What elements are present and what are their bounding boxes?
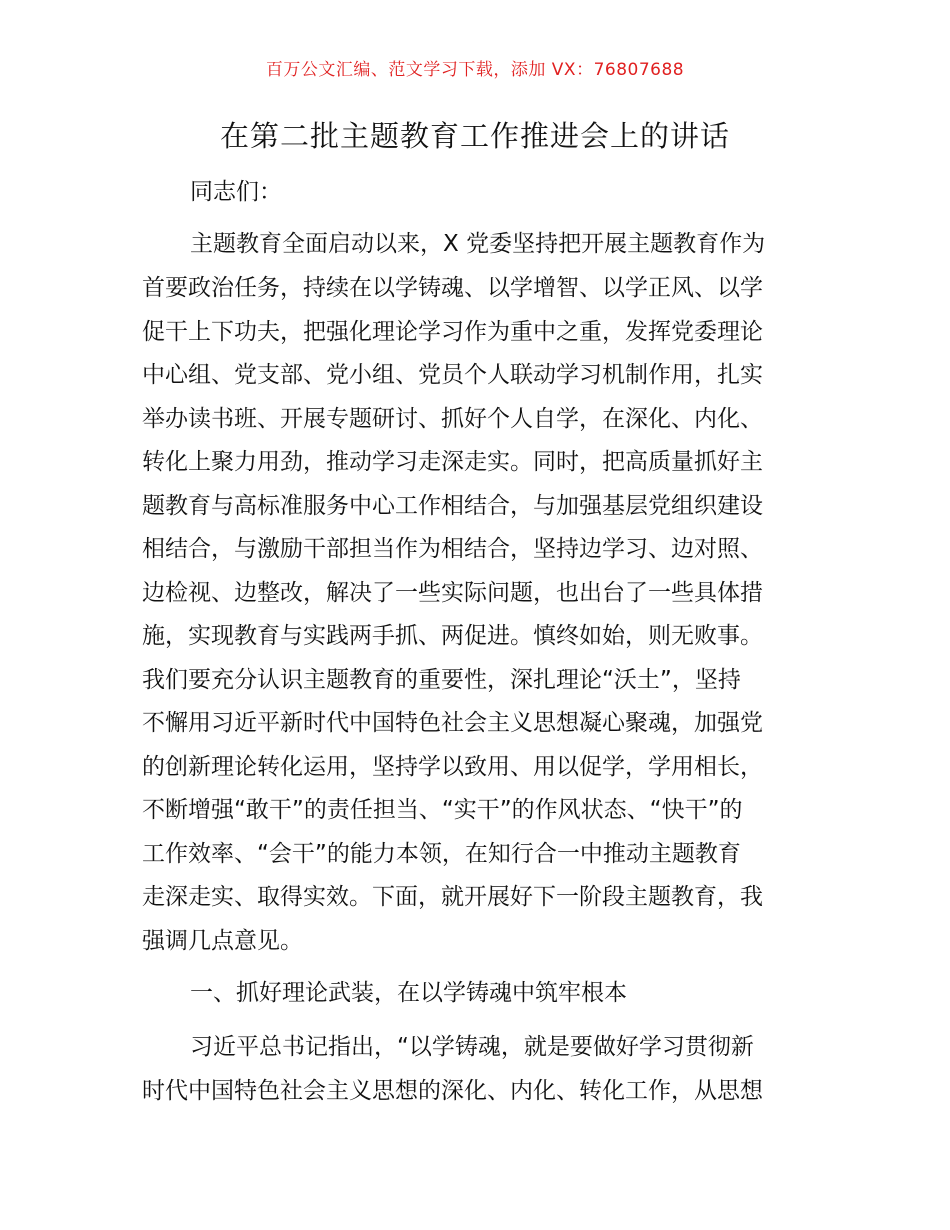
- paragraph-line: 边检视、边整改，解决了一些实际问题，也出台了一些具体措: [142, 580, 763, 606]
- paragraph-line: 施，实现教育与实践两手抓、两促进。慎终如始，则无败事。: [142, 623, 763, 649]
- paragraph-line: 走深走实、取得实效。下面，就开展好下一阶段主题教育，我: [142, 884, 763, 910]
- paragraph-line: 主题教育全面启动以来，X 党委坚持把开展主题教育作为: [190, 231, 766, 257]
- paragraph-line: 不断增强“敢干”的责任担当、“实干”的作风状态、“快干”的: [142, 797, 743, 823]
- paragraph-line: 相结合，与激励干部担当作为相结合，坚持边学习、边对照、: [142, 536, 763, 562]
- paragraph-line: 习近平总书记指出，“以学铸魂，就是要做好学习贯彻新: [190, 1034, 754, 1060]
- paragraph-line: 不懈用习近平新时代中国特色社会主义思想凝心聚魂，加强党: [142, 710, 763, 736]
- page-title: 在第二批主题教育工作推进会上的讲话: [219, 119, 730, 153]
- paragraph-line: 举办读书班、开展专题研讨、抓好个人自学，在深化、内化、: [142, 406, 763, 432]
- paragraph-line: 中心组、党支部、党小组、党员个人联动学习机制作用，扎实: [142, 362, 763, 388]
- paragraph-line: 我们要充分认识主题教育的重要性，深扎理论“沃土”，坚持: [142, 667, 741, 693]
- paragraph-line: 转化上聚力用劲，推动学习走深走实。同时，把高质量抓好主: [142, 449, 763, 475]
- paragraph-line: 时代中国特色社会主义思想的深化、内化、转化工作，从思想: [142, 1078, 763, 1104]
- paragraph-line: 促干上下功夫，把强化理论学习作为重中之重，发挥党委理论: [142, 319, 763, 345]
- salutation: 同志们：: [190, 179, 282, 205]
- header-note: 百万公文汇编、范文学习下载，添加 VX：76807688: [265, 60, 685, 80]
- section-heading-1: 一、抓好理论武装，在以学铸魂中筑牢根本: [190, 980, 627, 1006]
- paragraph-line: 题教育与高标准服务中心工作相结合，与加强基层党组织建设: [142, 493, 763, 519]
- paragraph-line: 首要政治任务，持续在以学铸魂、以学增智、以学正风、以学: [142, 275, 763, 301]
- paragraph-line: 工作效率、“会干”的能力本领，在知行合一中推动主题教育: [142, 841, 741, 867]
- paragraph-line: 强调几点意见。: [142, 928, 303, 954]
- paragraph-line: 的创新理论转化运用，坚持学以致用、用以促学，学用相长，: [142, 754, 763, 780]
